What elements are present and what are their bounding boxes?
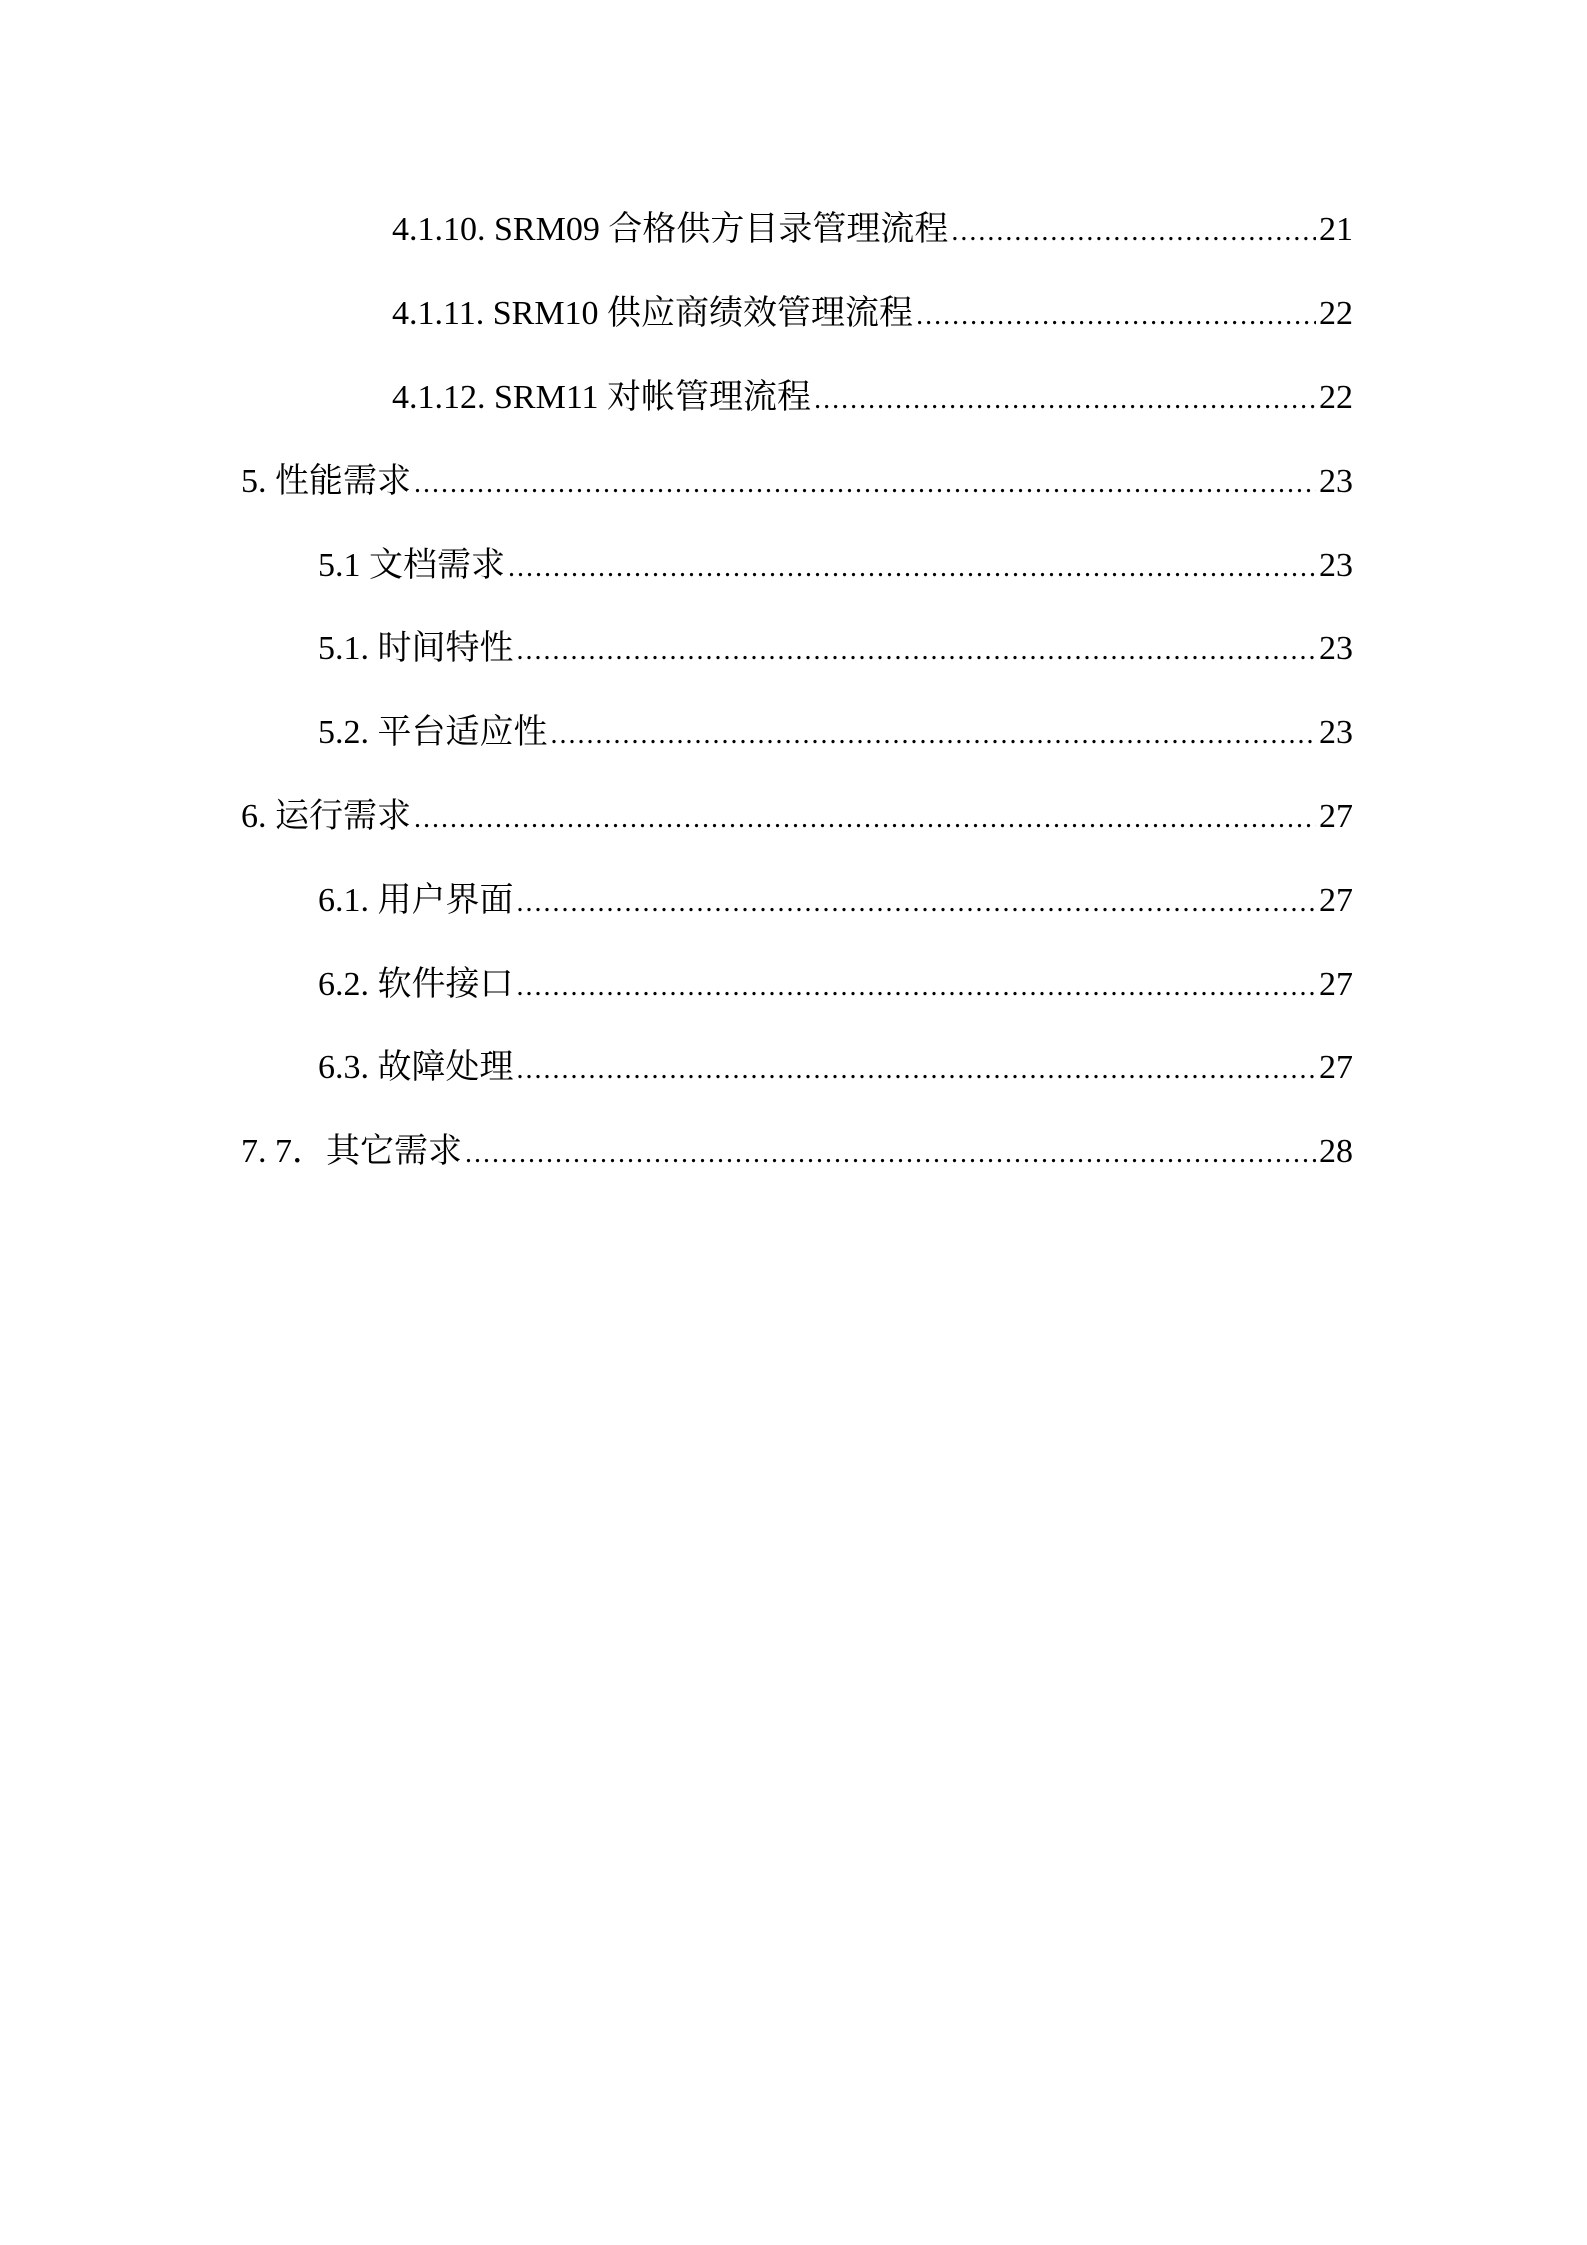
toc-entry-6-3[interactable] [318, 1043, 1353, 1093]
toc-dot-leader [517, 878, 1317, 928]
toc-dot-leader [414, 794, 1316, 844]
toc-entry-6-1[interactable] [318, 876, 1353, 926]
toc-dot-leader [951, 207, 1316, 257]
toc-entry-label: 6.2. 软件接口 [318, 966, 514, 1003]
toc-dot-leader [517, 1045, 1317, 1095]
toc-entry-label: 7. 7．其它需求 [241, 1133, 462, 1170]
toc-entry-label: 6.1. 用户界面 [318, 882, 514, 919]
toc-dot-leader [508, 543, 1316, 593]
toc-entry-6-2[interactable] [318, 960, 1353, 1010]
toc-entry-5-2[interactable] [318, 708, 1353, 758]
toc-entry-label: 6.3. 故障处理 [318, 1049, 514, 1086]
toc-dot-leader [814, 375, 1316, 425]
toc-entry-4-1-10[interactable] [392, 205, 1353, 255]
toc-entry-6[interactable] [241, 792, 1353, 842]
toc-dot-leader [916, 291, 1316, 341]
toc-dot-leader [465, 1129, 1316, 1179]
toc-entry-5-1-doc[interactable] [318, 541, 1353, 591]
toc-entry-label: 4.1.11. SRM10 供应商绩效管理流程 [392, 295, 914, 332]
toc-page-number: 23 [1319, 630, 1353, 667]
toc-page-number: 27 [1319, 882, 1353, 919]
toc-page-number: 23 [1319, 714, 1353, 751]
toc-page-number: 28 [1319, 1133, 1353, 1170]
toc-entry-label: 5. 性能需求 [241, 463, 411, 500]
toc-entry-label: 5.1 文档需求 [318, 547, 505, 584]
toc-entry-5[interactable] [241, 457, 1353, 507]
toc-page-number: 27 [1319, 966, 1353, 1003]
toc-page-number: 23 [1319, 547, 1353, 584]
toc-entry-label: 4.1.12. SRM11 对帐管理流程 [392, 379, 812, 416]
toc-entry-5-1[interactable] [318, 624, 1353, 674]
toc-page-number: 22 [1319, 379, 1353, 416]
toc-page-number: 27 [1319, 1049, 1353, 1086]
toc-entry-7[interactable] [241, 1127, 1353, 1177]
toc-entry-4-1-11[interactable] [392, 289, 1353, 339]
toc-dot-leader [517, 626, 1317, 676]
toc-entry-label: 5.1. 时间特性 [318, 630, 514, 667]
toc-dot-leader [517, 962, 1317, 1012]
toc-entry-label: 5.2. 平台适应性 [318, 714, 548, 751]
toc-dot-leader [551, 710, 1317, 760]
toc-entry-label: 6. 运行需求 [241, 798, 411, 835]
toc-entry-4-1-12[interactable] [392, 373, 1353, 423]
toc-page-number: 27 [1319, 798, 1353, 835]
toc-page-number: 23 [1319, 463, 1353, 500]
toc-dot-leader [414, 459, 1316, 509]
toc-entry-label: 4.1.10. SRM09 合格供方目录管理流程 [392, 211, 949, 248]
toc-page-number: 22 [1319, 295, 1353, 332]
toc-page-number: 21 [1319, 211, 1353, 248]
